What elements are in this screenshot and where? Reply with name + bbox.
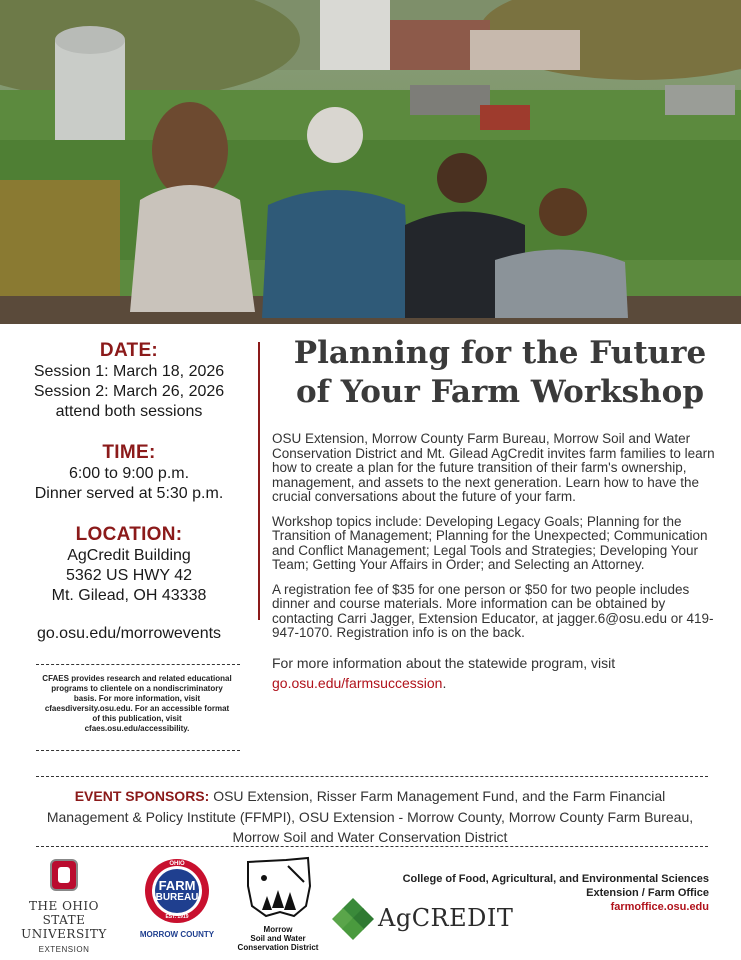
osu-line-2: UNIVERSITY bbox=[21, 927, 107, 941]
topics-paragraph: Workshop topics include: Developing Legacy Goals; Planning for the Transition of Management; Planning for the Unexpected; Communication and Conflict Management; Legal Tools and Strategies; Developing Your Team; Getting Your Affairs in Order; and Selecting an Attorney. bbox=[272, 513, 708, 572]
events-url[interactable]: go.osu.edu/morrowevents bbox=[36, 625, 222, 642]
agcredit-leaf-icon bbox=[330, 896, 376, 942]
extension-office: Extension / Farm Office bbox=[586, 887, 709, 899]
statewide-period: . bbox=[442, 674, 447, 691]
farm-bureau-word-1: FARM bbox=[158, 878, 196, 893]
sponsors-text: OSU Extension, Risser Farm Management Fund, and the Farm Financial Management & Policy Institute (FFMPI), OSU Extension - Morrow County, Morrow County Farm Bureau, Morrow Soil and Water Conservation District bbox=[46, 788, 694, 845]
swcd-line-2: Soil and Water bbox=[250, 934, 306, 943]
location-building: AgCredit Building bbox=[67, 547, 191, 564]
hero-photo bbox=[0, 0, 741, 324]
farm-bureau-top: OHIO bbox=[169, 861, 185, 867]
agcredit-wordmark: AgCREDIT bbox=[378, 904, 514, 932]
location-city: Mt. Gilead, OH 43338 bbox=[51, 587, 207, 604]
divider-line bbox=[36, 664, 240, 665]
location-street: 5362 US HWY 42 bbox=[66, 567, 192, 584]
osu-line-1: THE OHIO STATE bbox=[29, 899, 99, 927]
workshop-description bbox=[272, 432, 720, 703]
title-line-1: Planning for the Future bbox=[293, 335, 707, 371]
title-line-2: of Your Farm Workshop bbox=[295, 374, 705, 410]
statewide-paragraph bbox=[272, 653, 720, 693]
farm-bureau-est: EST. 1919 bbox=[165, 914, 189, 920]
farm-bureau-county: MORROW COUNTY bbox=[139, 930, 215, 939]
time-label: TIME: bbox=[102, 442, 156, 463]
session-1: Session 1: March 18, 2026 bbox=[33, 363, 225, 380]
event-details bbox=[0, 334, 258, 644]
cfaes-notice: CFAES provides research and related educational programs to clientele on a nondiscriminatory basis. For more information, visit cfaesdiversity.osu.edu. For an accessible format of this publication, visit cfaes.osu.edu/accessibility. bbox=[42, 674, 232, 733]
ohio-map-trees-icon bbox=[242, 856, 314, 920]
intro-paragraph: OSU Extension, Morrow County Farm Bureau, Morrow Soil and Water Conservation District and Mt. Gilead AgCredit invites farm families to learn how to create a plan for the future transition of their farm's ownership, management, and assets to the next generation. Learn how to have the crucial conversations about the future of your farm. bbox=[272, 431, 715, 504]
swcd-line-3: Conservation District bbox=[237, 943, 319, 952]
farm-bureau-logo bbox=[132, 858, 222, 939]
page-title bbox=[270, 334, 730, 412]
farm-bureau-word-2: BUREAU bbox=[155, 892, 199, 903]
swcd-line-1: Morrow bbox=[263, 925, 293, 934]
osu-extension-logo bbox=[10, 858, 118, 954]
attend-note: attend both sessions bbox=[55, 403, 203, 420]
ohio-state-block-o-icon bbox=[49, 858, 79, 892]
dinner-time: Dinner served at 5:30 p.m. bbox=[34, 485, 224, 502]
sponsors-label: EVENT SPONSORS: bbox=[74, 788, 210, 804]
osu-line-3: EXTENSION bbox=[38, 945, 90, 954]
farmoffice-url[interactable]: farmoffice.osu.edu bbox=[610, 901, 709, 913]
divider-line bbox=[36, 776, 708, 777]
statewide-text: For more information about the statewide program, visit bbox=[272, 654, 616, 671]
divider-line bbox=[36, 846, 708, 847]
location-label: LOCATION: bbox=[75, 524, 183, 545]
family-overlooking-farm-photo bbox=[0, 0, 741, 324]
divider-line bbox=[36, 750, 240, 751]
date-label: DATE: bbox=[99, 340, 159, 361]
time-value: 6:00 to 9:00 p.m. bbox=[68, 465, 190, 482]
column-divider bbox=[258, 342, 260, 620]
event-sponsors bbox=[40, 786, 700, 848]
session-2: Session 2: March 26, 2026 bbox=[33, 383, 225, 400]
farmsuccession-link[interactable]: go.osu.edu/farmsuccession bbox=[272, 674, 443, 691]
registration-paragraph: A registration fee of $35 for one person or $50 for two people includes dinner and course materials. More information can be obtained by contacting Carri Jagger, Extension Educator, at jagger.6@osu.edu or 419-947-1070. Registration info is on the back. bbox=[272, 581, 714, 640]
college-footer bbox=[403, 872, 709, 914]
college-name: College of Food, Agricultural, and Environmental Sciences bbox=[402, 873, 709, 885]
morrow-swcd-logo bbox=[232, 856, 324, 952]
